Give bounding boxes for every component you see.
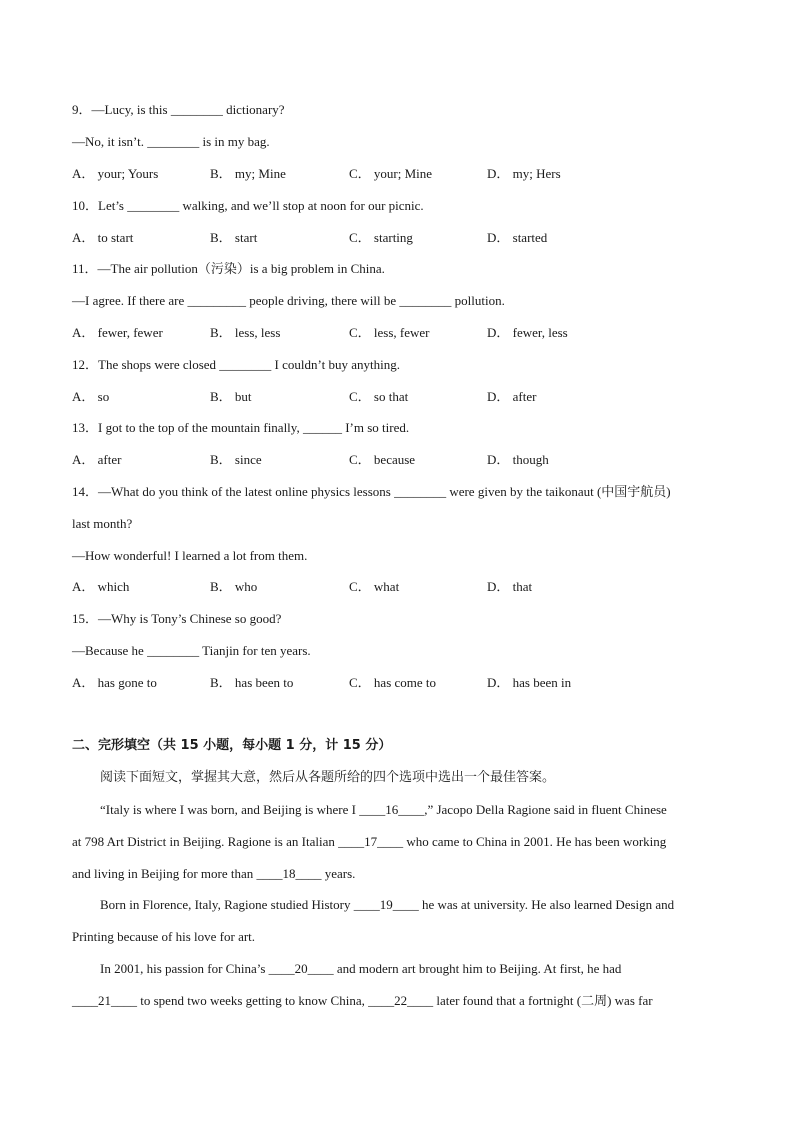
option-b: B． who (210, 579, 258, 594)
option-a: A． so (72, 389, 110, 404)
option-b: B． start (210, 230, 258, 245)
option-d: D． fewer, less (487, 325, 568, 340)
option-d: D． after (487, 389, 537, 404)
question-10-stem: 10．Let’s ________ walking, and we’ll stop at noon for our picnic. (72, 198, 424, 213)
question-11-stem: 11．—The air pollution（污染）is a big problem in China. (72, 261, 385, 276)
option-a: A． your; Yours (72, 166, 159, 181)
option-a: A． has gone to (72, 675, 157, 690)
option-a: A． which (72, 579, 130, 594)
passage-line: In 2001, his passion for China’s ____20____ and modern art brought him to Beijing. At first, he had (100, 961, 622, 976)
option-c: C． less, fewer (349, 325, 430, 340)
option-a: A． to start (72, 230, 134, 245)
option-a: A． after (72, 452, 122, 467)
passage-line: Born in Florence, Italy, Ragione studied History ____19____ he was at university. He also learned Design and (100, 897, 675, 912)
option-c: C． because (349, 452, 416, 467)
section-instruction: 阅读下面短文，掌握其大意，然后从各题所给的四个选项中选出一个最佳答案。 (100, 770, 556, 785)
option-d: D． started (487, 230, 548, 245)
option-b: B． but (210, 389, 252, 404)
question-12-stem: 12．The shops were closed ________ I couldn’t buy anything. (72, 357, 400, 372)
question-14-line-2: last month? (72, 516, 133, 531)
question-11-line-2: —I agree. If there are _________ people driving, there will be ________ pollution. (72, 293, 505, 308)
passage-line: Printing because of his love for art. (72, 929, 256, 944)
passage-line: “Italy is where I was born, and Beijing is where I ____16____,” Jacopo Della Ragione said in fluent Chinese (100, 802, 667, 817)
question-13-stem: 13．I got to the top of the mountain finally, ______ I’m so tired. (72, 420, 410, 435)
question-15-line-2: —Because he ________ Tianjin for ten years. (72, 643, 311, 658)
question-15-stem: 15．—Why is Tony’s Chinese so good? (72, 611, 282, 626)
option-d: D． though (487, 452, 549, 467)
question-9-stem: 9．—Lucy, is this ________ dictionary? (72, 102, 285, 117)
option-c: C． has come to (349, 675, 437, 690)
option-b: B． has been to (210, 675, 294, 690)
question-9-line-2: —No, it isn’t. ________ is in my bag. (72, 134, 270, 149)
option-d: D． has been in (487, 675, 572, 690)
option-b: B． since (210, 452, 262, 467)
option-b: B． my; Mine (210, 166, 286, 181)
option-c: C． starting (349, 230, 413, 245)
passage-line: and living in Beijing for more than ____18____ years. (72, 866, 356, 881)
option-c: C． your; Mine (349, 166, 433, 181)
option-d: D． my; Hers (487, 166, 561, 181)
question-14-stem: 14．—What do you think of the latest online physics lessons ________ were given by the taikonaut (中国宇航员) (72, 484, 671, 499)
section-heading: 二、完形填空（共 15 小题，每小题 1 分，计 15 分） (72, 738, 392, 753)
option-a: A． fewer, fewer (72, 325, 163, 340)
option-d: D． that (487, 579, 533, 594)
question-14-line-3: —How wonderful! I learned a lot from them. (72, 548, 308, 563)
option-c: C． so that (349, 389, 409, 404)
option-c: C． what (349, 579, 400, 594)
passage-line: at 798 Art District in Beijing. Ragione is an Italian ____17____ who came to China in 2001. He has been working (72, 834, 667, 849)
passage-line: ____21____ to spend two weeks getting to know China, ____22____ later found that a fortnight (二周) was far (72, 993, 653, 1008)
option-b: B． less, less (210, 325, 281, 340)
